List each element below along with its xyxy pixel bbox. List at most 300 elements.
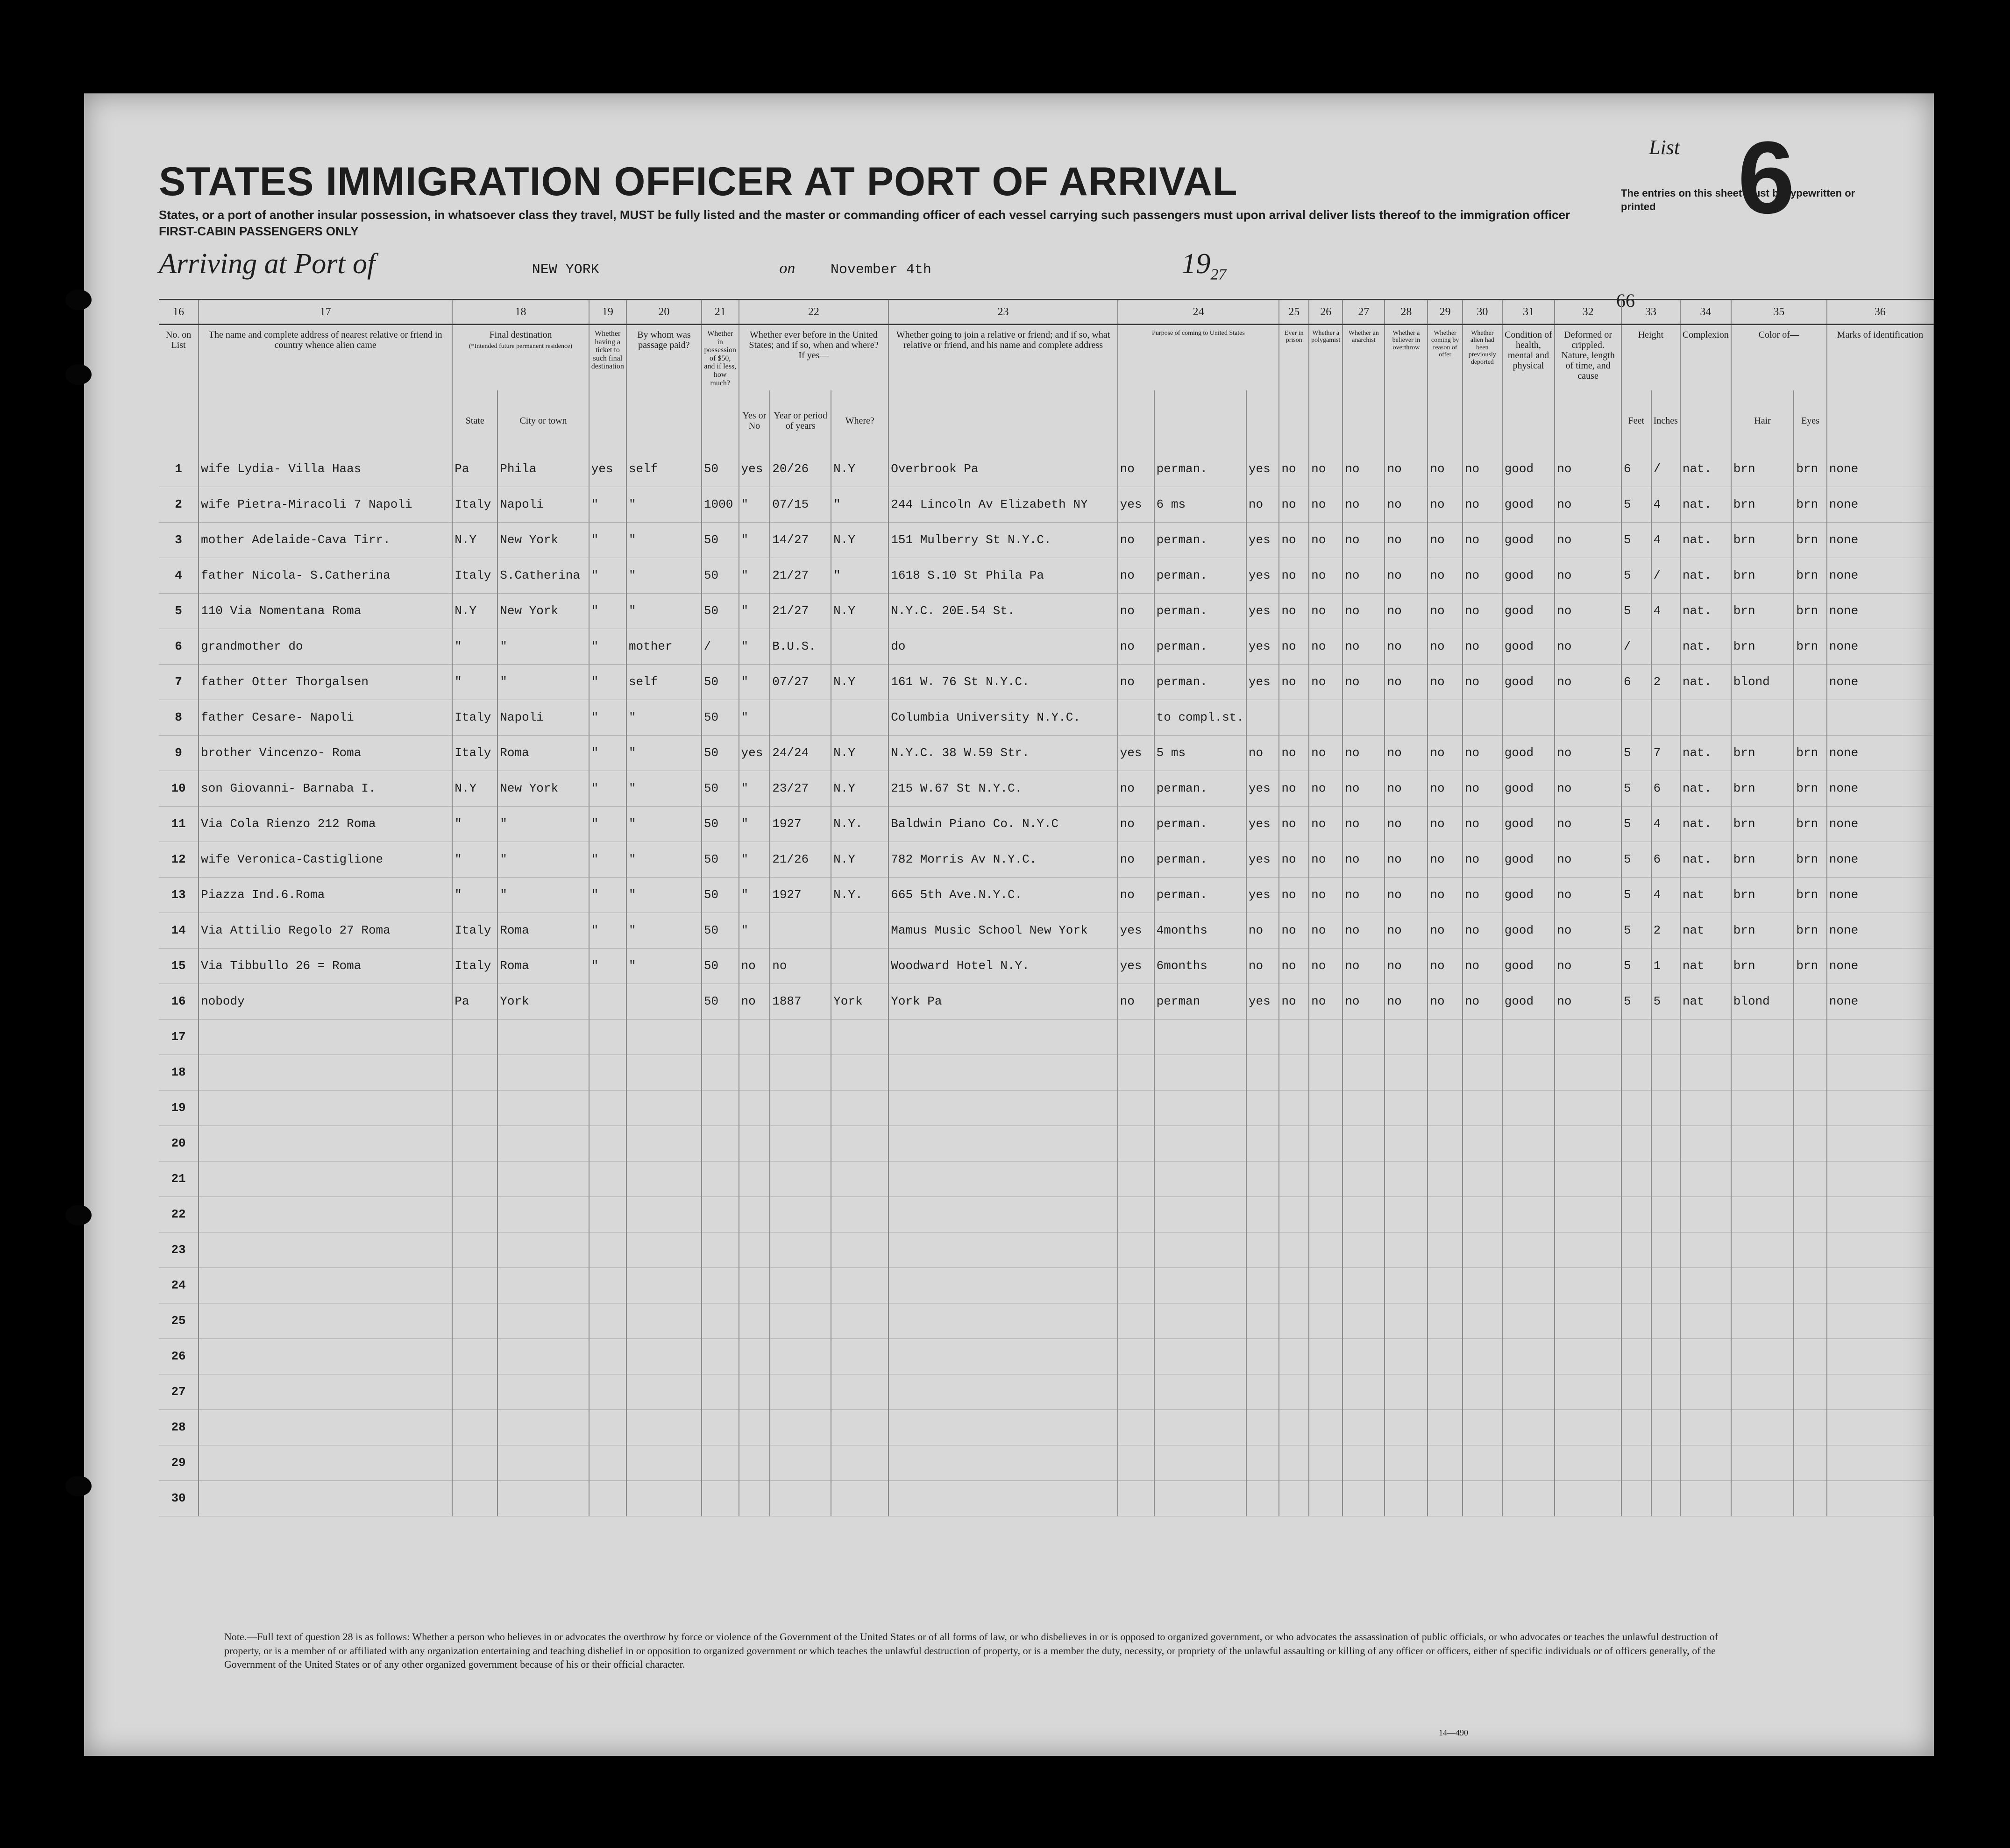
cell-def: no <box>1555 877 1621 913</box>
cell-city: Napoli <box>497 487 589 522</box>
cell-state: " <box>452 842 497 877</box>
cell-p2: perman. <box>1154 593 1246 629</box>
cell-ticket: " <box>589 593 626 629</box>
cell-cx <box>1680 1126 1731 1161</box>
cell-before: yes <box>739 735 770 771</box>
cell-c25: no <box>1279 664 1309 700</box>
header-eyes: Eyes <box>1794 390 1826 451</box>
cell-eyes <box>1794 1161 1826 1197</box>
colnum: 28 <box>1385 300 1428 325</box>
cell-c30: no <box>1463 735 1502 771</box>
cell-money: / <box>702 629 739 664</box>
cell-n: 29 <box>159 1445 199 1480</box>
cell-health: good <box>1502 984 1555 1019</box>
cell-join: 1618 S.10 St Phila Pa <box>888 558 1117 593</box>
table-row <box>159 806 1933 842</box>
column-number-row <box>159 300 1933 325</box>
cell-years <box>770 1303 831 1338</box>
cell-marks: none <box>1827 771 1933 806</box>
header-feet: Feet <box>1621 390 1651 451</box>
on-label: on <box>779 260 795 277</box>
cell-paid: " <box>626 700 702 735</box>
cell-eyes <box>1794 1019 1826 1055</box>
cell-join: N.Y.C. 20E.54 St. <box>888 593 1117 629</box>
cell-marks: none <box>1827 984 1933 1019</box>
cell-p1: no <box>1118 664 1154 700</box>
table-row <box>159 913 1933 948</box>
cell-where: N.Y <box>831 735 888 771</box>
cell-health: good <box>1502 593 1555 629</box>
cell-marks: none <box>1827 842 1933 877</box>
cell-paid <box>626 1090 702 1126</box>
cell-ft <box>1621 1409 1651 1445</box>
cell-in: 4 <box>1651 806 1680 842</box>
cell-paid: " <box>626 487 702 522</box>
cell-health: good <box>1502 806 1555 842</box>
cell-years <box>770 913 831 948</box>
cell-p3 <box>1246 1090 1279 1126</box>
cell-c30: no <box>1463 948 1502 984</box>
cell-c26 <box>1309 1090 1342 1126</box>
cell-state <box>452 1055 497 1090</box>
cell-c30 <box>1463 1019 1502 1055</box>
cell-health: good <box>1502 664 1555 700</box>
cell-join <box>888 1232 1117 1267</box>
cell-c30 <box>1463 1197 1502 1232</box>
colnum: 26 <box>1309 300 1342 325</box>
cell-cx <box>1680 1303 1731 1338</box>
cell-city <box>497 1267 589 1303</box>
cell-n: 23 <box>159 1232 199 1267</box>
cell-money: 50 <box>702 593 739 629</box>
cell-c26 <box>1309 1303 1342 1338</box>
cell-money: 50 <box>702 451 739 487</box>
cell-c28 <box>1385 1374 1428 1409</box>
cell-c26: no <box>1309 735 1342 771</box>
cell-p2 <box>1154 1019 1246 1055</box>
cell-p1 <box>1118 700 1154 735</box>
cell-paid: " <box>626 593 702 629</box>
cell-p3 <box>1246 1374 1279 1409</box>
cell-c27 <box>1342 1338 1385 1374</box>
cell-join <box>888 1019 1117 1055</box>
cell-cx: nat. <box>1680 451 1731 487</box>
cell-rel: Piazza Ind.6.Roma <box>199 877 452 913</box>
cell-cx: nat. <box>1680 735 1731 771</box>
cell-hair <box>1731 1090 1794 1126</box>
table-row <box>159 1267 1933 1303</box>
cell-hair: brn <box>1731 877 1794 913</box>
cell-in <box>1651 1267 1680 1303</box>
table-row <box>159 948 1933 984</box>
cell-c25 <box>1279 1090 1309 1126</box>
cell-c29: no <box>1428 593 1463 629</box>
cell-def <box>1555 1480 1621 1516</box>
header-color: Color of— <box>1731 325 1827 391</box>
cell-city <box>497 1090 589 1126</box>
arriving-label: Arriving at Port of <box>159 248 376 280</box>
cell-c25: no <box>1279 913 1309 948</box>
cell-def <box>1555 1019 1621 1055</box>
cell-hair <box>1731 1338 1794 1374</box>
cell-n: 24 <box>159 1267 199 1303</box>
cell-ticket <box>589 1019 626 1055</box>
cell-in <box>1651 1338 1680 1374</box>
page-mark: 66 <box>1616 290 1635 311</box>
cell-ticket <box>589 984 626 1019</box>
date-value: November 4th <box>830 262 931 278</box>
cell-c26: no <box>1309 948 1342 984</box>
cell-c27 <box>1342 1303 1385 1338</box>
cell-years: 1927 <box>770 877 831 913</box>
cell-c26: no <box>1309 877 1342 913</box>
cell-eyes <box>1794 1232 1826 1267</box>
cell-c26 <box>1309 1197 1342 1232</box>
cell-hair: brn <box>1731 487 1794 522</box>
cell-where: N.Y. <box>831 877 888 913</box>
cell-c30 <box>1463 1055 1502 1090</box>
cell-c26: no <box>1309 806 1342 842</box>
arriving-line <box>159 248 1226 283</box>
cell-p2 <box>1154 1480 1246 1516</box>
cell-def: no <box>1555 735 1621 771</box>
cell-c28: no <box>1385 522 1428 558</box>
cell-c30: no <box>1463 593 1502 629</box>
colnum: 22 <box>739 300 889 325</box>
cell-p1: no <box>1118 806 1154 842</box>
cell-years <box>770 1409 831 1445</box>
cell-def <box>1555 1445 1621 1480</box>
table-row <box>159 487 1933 522</box>
cell-paid <box>626 1267 702 1303</box>
cell-years: no <box>770 948 831 984</box>
cell-rel <box>199 1055 452 1090</box>
cell-ft <box>1621 1019 1651 1055</box>
cell-def: no <box>1555 629 1621 664</box>
cell-rel <box>199 1126 452 1161</box>
cell-before: " <box>739 877 770 913</box>
header-purpose: Purpose of coming to United States <box>1118 325 1279 391</box>
cell-money <box>702 1019 739 1055</box>
cell-join <box>888 1409 1117 1445</box>
cell-n: 4 <box>159 558 199 593</box>
cell-hair: brn <box>1731 806 1794 842</box>
cell-in: 6 <box>1651 842 1680 877</box>
cell-years <box>770 1019 831 1055</box>
cell-p2: 6months <box>1154 948 1246 984</box>
cell-years <box>770 700 831 735</box>
cell-join: Baldwin Piano Co. N.Y.C <box>888 806 1117 842</box>
cell-rel <box>199 1232 452 1267</box>
cell-paid <box>626 1409 702 1445</box>
cell-rel <box>199 1197 452 1232</box>
cell-money <box>702 1409 739 1445</box>
cell-in: / <box>1651 451 1680 487</box>
cell-n: 20 <box>159 1126 199 1161</box>
cell-hair: brn <box>1731 629 1794 664</box>
cell-n: 26 <box>159 1338 199 1374</box>
cell-c29 <box>1428 1055 1463 1090</box>
header-anarchist: Whether an anarchist <box>1342 325 1385 452</box>
cell-in: 4 <box>1651 593 1680 629</box>
cell-where: York <box>831 984 888 1019</box>
cell-p2 <box>1154 1197 1246 1232</box>
table-row <box>159 558 1933 593</box>
cell-p3: yes <box>1246 771 1279 806</box>
cell-join: 215 W.67 St N.Y.C. <box>888 771 1117 806</box>
cell-years: 20/26 <box>770 451 831 487</box>
cell-n: 21 <box>159 1161 199 1197</box>
cell-p1: yes <box>1118 487 1154 522</box>
cell-c25: no <box>1279 948 1309 984</box>
cell-eyes <box>1794 1303 1826 1338</box>
cell-c28: no <box>1385 913 1428 948</box>
cell-p1: no <box>1118 771 1154 806</box>
cell-c30: no <box>1463 451 1502 487</box>
cell-p3: yes <box>1246 522 1279 558</box>
table-row <box>159 1445 1933 1480</box>
cell-c30 <box>1463 1374 1502 1409</box>
cell-state: Italy <box>452 735 497 771</box>
cell-before: " <box>739 664 770 700</box>
cell-p2: perman. <box>1154 522 1246 558</box>
cell-p3 <box>1246 1055 1279 1090</box>
cell-c30 <box>1463 1267 1502 1303</box>
cell-p1 <box>1118 1232 1154 1267</box>
cell-paid <box>626 1374 702 1409</box>
table-row <box>159 593 1933 629</box>
cell-cx <box>1680 700 1731 735</box>
cell-city <box>497 1303 589 1338</box>
cell-p2 <box>1154 1267 1246 1303</box>
header-if-yes: If yes— <box>798 350 829 361</box>
table-row <box>159 664 1933 700</box>
cell-money: 50 <box>702 948 739 984</box>
cell-before: no <box>739 948 770 984</box>
cell-state: Italy <box>452 558 497 593</box>
cell-eyes <box>1794 1445 1826 1480</box>
cell-paid <box>626 1126 702 1161</box>
cell-p3: no <box>1246 735 1279 771</box>
cell-city: " <box>497 664 589 700</box>
cell-p2 <box>1154 1090 1246 1126</box>
cell-marks <box>1827 1161 1933 1197</box>
cell-paid: " <box>626 735 702 771</box>
cell-c28: no <box>1385 735 1428 771</box>
cell-c29 <box>1428 1197 1463 1232</box>
cell-ticket <box>589 1480 626 1516</box>
cell-join <box>888 1055 1117 1090</box>
cell-c29 <box>1428 1232 1463 1267</box>
cell-eyes <box>1794 1090 1826 1126</box>
cell-where <box>831 1126 888 1161</box>
cell-paid <box>626 1445 702 1480</box>
cell-city: New York <box>497 522 589 558</box>
cell-in: / <box>1651 558 1680 593</box>
cell-paid <box>626 1480 702 1516</box>
cell-c26 <box>1309 1338 1342 1374</box>
cell-ft: 5 <box>1621 522 1651 558</box>
cell-c28: no <box>1385 842 1428 877</box>
cell-join: N.Y.C. 38 W.59 Str. <box>888 735 1117 771</box>
cell-c29 <box>1428 1338 1463 1374</box>
colnum: 23 <box>888 300 1117 325</box>
cell-ft <box>1621 1197 1651 1232</box>
cell-c26: no <box>1309 629 1342 664</box>
cell-def: no <box>1555 487 1621 522</box>
header-prison: Ever in prison <box>1279 325 1309 452</box>
cell-c27: no <box>1342 984 1385 1019</box>
cell-c27: no <box>1342 806 1385 842</box>
cell-years: 1927 <box>770 806 831 842</box>
cell-where: N.Y <box>831 842 888 877</box>
cell-c29 <box>1428 1445 1463 1480</box>
cell-cx <box>1680 1090 1731 1126</box>
cell-join <box>888 1374 1117 1409</box>
header-yes-no: Yes or No <box>739 390 770 451</box>
header-years: Year or period of years <box>770 390 831 451</box>
cell-in: 4 <box>1651 487 1680 522</box>
cell-p2 <box>1154 1232 1246 1267</box>
cell-hair <box>1731 1019 1794 1055</box>
table-row <box>159 451 1933 487</box>
cell-def <box>1555 1267 1621 1303</box>
cell-before: " <box>739 806 770 842</box>
cell-health <box>1502 1409 1555 1445</box>
cell-eyes <box>1794 1409 1826 1445</box>
cell-c29: no <box>1428 877 1463 913</box>
cell-state <box>452 1374 497 1409</box>
cell-years: 14/27 <box>770 522 831 558</box>
cell-join <box>888 1338 1117 1374</box>
cell-paid <box>626 1338 702 1374</box>
cell-marks <box>1827 1019 1933 1055</box>
cell-paid: self <box>626 664 702 700</box>
cell-rel: son Giovanni- Barnaba I. <box>199 771 452 806</box>
colnum: 24 <box>1118 300 1279 325</box>
cell-c28: no <box>1385 487 1428 522</box>
cell-hair <box>1731 1374 1794 1409</box>
cell-p2 <box>1154 1055 1246 1090</box>
cell-health <box>1502 1480 1555 1516</box>
cell-ft: 6 <box>1621 451 1651 487</box>
cell-c25 <box>1279 1338 1309 1374</box>
cell-marks <box>1827 1338 1933 1374</box>
cell-c27 <box>1342 1232 1385 1267</box>
cell-p2: perman. <box>1154 558 1246 593</box>
cell-health <box>1502 1019 1555 1055</box>
cell-c25 <box>1279 1374 1309 1409</box>
cell-hair: brn <box>1731 522 1794 558</box>
cell-p1 <box>1118 1161 1154 1197</box>
header-money: Whether in possession of $50, and if less, how much? <box>702 325 739 452</box>
cell-marks: none <box>1827 948 1933 984</box>
cell-ticket <box>589 1374 626 1409</box>
cell-c25 <box>1279 1303 1309 1338</box>
cell-ticket: " <box>589 948 626 984</box>
table-row <box>159 1161 1933 1197</box>
cell-p1 <box>1118 1126 1154 1161</box>
cell-marks <box>1827 1197 1933 1232</box>
cell-p1 <box>1118 1409 1154 1445</box>
cell-ft: 6 <box>1621 664 1651 700</box>
cell-where <box>831 1480 888 1516</box>
cell-c28 <box>1385 1126 1428 1161</box>
cell-cx <box>1680 1338 1731 1374</box>
cell-c30 <box>1463 1232 1502 1267</box>
cell-rel: father Cesare- Napoli <box>199 700 452 735</box>
cell-city: New York <box>497 593 589 629</box>
cell-ft: 5 <box>1621 984 1651 1019</box>
cell-p1: yes <box>1118 913 1154 948</box>
cell-money: 50 <box>702 522 739 558</box>
table-row <box>159 1019 1933 1055</box>
cell-c30 <box>1463 1338 1502 1374</box>
cell-p3: yes <box>1246 842 1279 877</box>
cell-n: 3 <box>159 522 199 558</box>
cell-p3 <box>1246 1161 1279 1197</box>
cell-hair <box>1731 1197 1794 1232</box>
cell-c29: no <box>1428 842 1463 877</box>
cell-c26 <box>1309 1161 1342 1197</box>
cell-before: " <box>739 629 770 664</box>
cell-cx: nat. <box>1680 487 1731 522</box>
header-destination-note: (*Intended future permanent residence) <box>469 343 573 350</box>
cell-eyes <box>1794 1126 1826 1161</box>
cell-c26 <box>1309 1232 1342 1267</box>
colnum: 29 <box>1428 300 1463 325</box>
cell-c26 <box>1309 1267 1342 1303</box>
cell-health <box>1502 1374 1555 1409</box>
colnum: 19 <box>589 300 626 325</box>
cell-c29: no <box>1428 913 1463 948</box>
cell-p3 <box>1246 1303 1279 1338</box>
header-where: Where? <box>831 390 888 451</box>
form-number: 14—490 <box>1439 1728 1468 1737</box>
cell-hair <box>1731 1409 1794 1445</box>
cell-eyes: brn <box>1794 771 1826 806</box>
cell-def <box>1555 1232 1621 1267</box>
cell-marks: none <box>1827 806 1933 842</box>
cell-hair: brn <box>1731 948 1794 984</box>
cell-health: good <box>1502 451 1555 487</box>
cell-ft: 5 <box>1621 877 1651 913</box>
cell-c25: no <box>1279 806 1309 842</box>
cell-n: 25 <box>159 1303 199 1338</box>
cell-p2 <box>1154 1126 1246 1161</box>
cell-cx: nat. <box>1680 522 1731 558</box>
cell-eyes <box>1794 1374 1826 1409</box>
cell-p3: no <box>1246 913 1279 948</box>
cell-paid <box>626 984 702 1019</box>
cell-c30 <box>1463 1445 1502 1480</box>
cell-where <box>831 1338 888 1374</box>
cell-eyes: brn <box>1794 451 1826 487</box>
cell-p1 <box>1118 1374 1154 1409</box>
cell-health: good <box>1502 877 1555 913</box>
cell-c26 <box>1309 1019 1342 1055</box>
cell-city <box>497 1232 589 1267</box>
header-hair: Hair <box>1731 390 1794 451</box>
cell-c30: no <box>1463 487 1502 522</box>
cell-p2: to compl.st. <box>1154 700 1246 735</box>
list-note: The entries on this sheet must be typewritten or printed <box>1621 187 1855 212</box>
cell-cx: nat. <box>1680 629 1731 664</box>
cell-hair: blond <box>1731 984 1794 1019</box>
cell-before <box>739 1374 770 1409</box>
cell-c25 <box>1279 1267 1309 1303</box>
cell-years <box>770 1338 831 1374</box>
